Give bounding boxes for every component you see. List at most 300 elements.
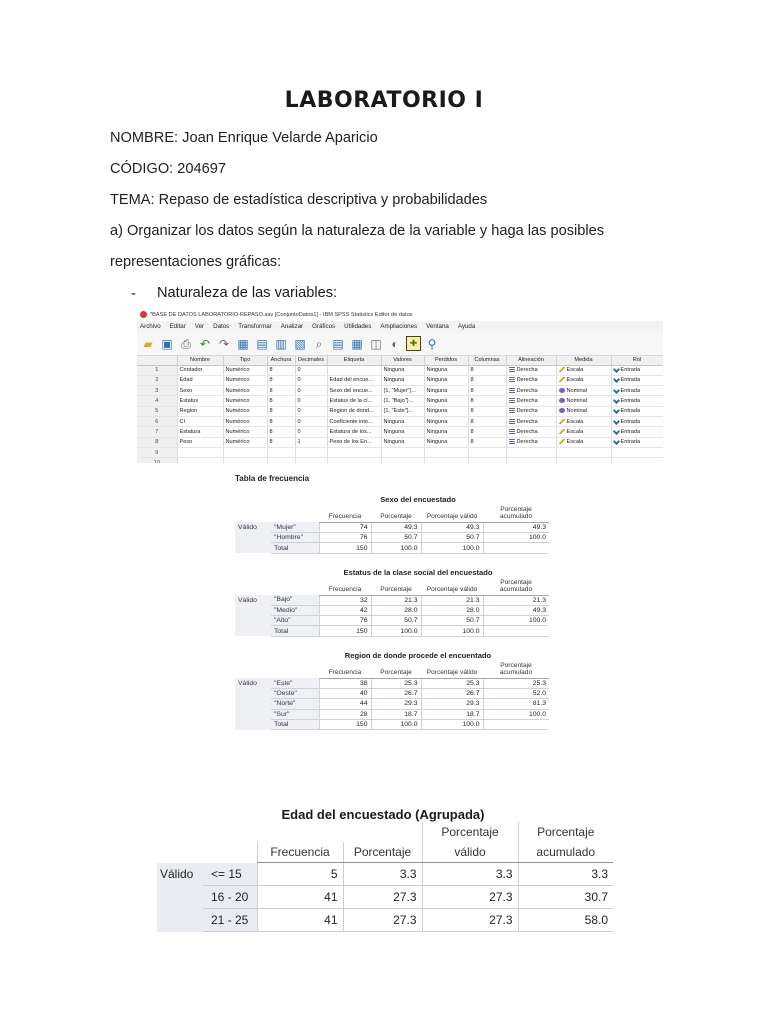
cell-valores-text: {1, "Mujer"}... — [383, 387, 417, 394]
cell-anchura-text: 8 — [269, 439, 273, 446]
edad-frecuencia: 41 — [257, 886, 343, 909]
row-number-text: 8 — [155, 439, 159, 446]
save-icon[interactable]: ▣ — [161, 336, 173, 351]
student-code: CÓDIGO: 204697 — [110, 161, 226, 177]
cell-medida-text: Escala — [566, 439, 584, 446]
cell-nombre[interactable] — [177, 437, 223, 447]
cell-columnas[interactable] — [468, 458, 506, 463]
cell-alineacion[interactable] — [506, 447, 556, 457]
cell-medida[interactable] — [556, 447, 611, 457]
cell-valores[interactable] — [381, 396, 424, 406]
cell-tipo-text: Numérico — [225, 367, 250, 374]
cell-tipo[interactable] — [223, 458, 267, 463]
freq-category: "Mujer" — [271, 522, 319, 532]
freq-row — [235, 616, 549, 626]
cell-perdidos[interactable] — [424, 437, 468, 447]
col-header-perdidos[interactable]: Perdidos — [424, 356, 468, 365]
freq-frecuencia: 32 — [319, 595, 371, 605]
menu-editar[interactable]: Editar — [169, 323, 186, 330]
cell-valores[interactable] — [381, 386, 424, 396]
freq-header: Porcentaje — [371, 663, 421, 678]
cell-etiqueta[interactable] — [327, 396, 381, 406]
cell-medida[interactable] — [556, 416, 611, 426]
cell-anchura[interactable] — [267, 406, 295, 416]
cell-decimales[interactable] — [295, 427, 327, 437]
cell-perdidos[interactable] — [424, 427, 468, 437]
cell-valores[interactable] — [381, 447, 424, 457]
undo-icon[interactable]: ↶ — [199, 336, 211, 351]
cell-columnas[interactable] — [468, 396, 506, 406]
edad-header-blank — [157, 822, 203, 842]
freq-category: "Bajo" — [271, 595, 319, 605]
cell-alineacion[interactable] — [506, 416, 556, 426]
freq-frecuencia: 28 — [319, 709, 371, 719]
cell-perdidos[interactable] — [424, 406, 468, 416]
freq-porcentaje-valido: 21.3 — [421, 595, 483, 605]
row-number-text: 4 — [155, 398, 159, 405]
freq-header-blank — [271, 580, 319, 595]
cell-columnas[interactable] — [468, 447, 506, 457]
cell-alineacion[interactable] — [506, 365, 556, 375]
menu-ayuda[interactable]: Ayuda — [457, 323, 476, 330]
cell-valores[interactable] — [381, 427, 424, 437]
input-arrow-icon — [612, 407, 619, 414]
cell-columnas[interactable] — [468, 365, 506, 375]
cell-valores[interactable] — [381, 458, 424, 463]
cell-tipo[interactable] — [223, 406, 267, 416]
cell-alineacion-text: Derecha — [516, 428, 538, 435]
freq-header: Porcentaje acumulado — [483, 663, 549, 678]
edad-category: 21 - 25 — [203, 909, 257, 932]
cell-nombre[interactable] — [177, 396, 223, 406]
cell-valores[interactable] — [381, 365, 424, 375]
cell-nombre-text: Sexo — [179, 387, 193, 394]
freq-frecuencia: 76 — [319, 533, 371, 543]
cell-tipo[interactable] — [223, 427, 267, 437]
cell-nombre[interactable] — [177, 427, 223, 437]
freq-porcentaje-valido: 50.7 — [421, 533, 483, 543]
cell-alineacion-text: Derecha — [516, 439, 538, 446]
freq-porcentaje: 49.3 — [371, 522, 421, 532]
cell-nombre[interactable] — [177, 458, 223, 463]
freq-table — [235, 663, 549, 730]
freq-table — [235, 507, 549, 554]
cell-etiqueta[interactable] — [327, 375, 381, 385]
cell-rol[interactable] — [611, 427, 663, 437]
cell-valores[interactable] — [381, 406, 424, 416]
freq-frecuencia: 40 — [319, 688, 371, 698]
scale-ruler-icon — [559, 377, 565, 382]
cell-nombre[interactable] — [177, 406, 223, 416]
cell-anchura-text: 8 — [269, 398, 273, 405]
input-arrow-icon — [612, 428, 619, 435]
cell-etiqueta-text: Region de dond... — [329, 408, 374, 415]
cell-valores-text: Ninguna — [383, 418, 405, 425]
cell-nombre[interactable] — [177, 365, 223, 375]
open-folder-icon[interactable]: ▰ — [143, 336, 153, 351]
search-icon[interactable]: ⚲ — [427, 336, 437, 351]
cell-etiqueta[interactable] — [327, 447, 381, 457]
freq-porcentaje-valido: 25.3 — [421, 678, 483, 688]
cell-columnas-text: 8 — [470, 377, 474, 384]
cell-medida-text: Nominal — [566, 398, 588, 405]
cell-columnas[interactable] — [468, 386, 506, 396]
freq-porcentaje-valido: 49.3 — [421, 522, 483, 532]
align-right-icon — [509, 367, 515, 372]
align-right-icon — [509, 408, 515, 413]
cell-etiqueta[interactable] — [327, 437, 381, 447]
cell-medida[interactable] — [556, 386, 611, 396]
cell-valores-text: Ninguna — [383, 439, 405, 446]
col-header-valores[interactable]: Valores — [381, 356, 424, 365]
freq-header-blank — [235, 663, 271, 678]
weight-cases-icon[interactable]: ▦ — [351, 336, 363, 351]
freq-porcentaje-valido: 100.0 — [421, 543, 483, 553]
freq-table-title: Sexo del encuestado — [380, 495, 456, 504]
variable-row[interactable] — [137, 406, 663, 416]
edad-porcentaje: 27.3 — [343, 909, 422, 932]
cell-nombre-text: Edad — [179, 377, 193, 384]
cell-columnas[interactable] — [468, 406, 506, 416]
edad-porcentaje-acumulado: 58.0 — [518, 909, 613, 932]
freq-frecuencia: 38 — [319, 678, 371, 688]
cell-perdidos[interactable] — [424, 375, 468, 385]
freq-porcentaje-acumulado: 49.3 — [483, 522, 549, 532]
cell-rol-text: Entrada — [620, 367, 641, 374]
freq-header-row — [235, 580, 549, 595]
cell-decimales[interactable] — [295, 447, 327, 457]
cell-alineacion-text: Derecha — [516, 408, 538, 415]
insert-cases-icon[interactable]: ▧ — [294, 336, 306, 351]
menu-graficos[interactable]: Gráficos — [312, 323, 336, 330]
align-right-icon — [509, 388, 515, 393]
cell-etiqueta-text: Sexo del encue... — [329, 387, 373, 394]
edad-header-porcentaje: Porcentaje — [343, 842, 422, 863]
menu-ver[interactable]: Ver — [194, 323, 205, 330]
cell-columnas[interactable] — [468, 427, 506, 437]
cell-decimales[interactable] — [295, 375, 327, 385]
cell-etiqueta[interactable] — [327, 416, 381, 426]
cell-medida[interactable] — [556, 365, 611, 375]
cell-tipo[interactable] — [223, 447, 267, 457]
cell-etiqueta-text: Estatura de los... — [329, 428, 372, 435]
align-right-icon — [509, 377, 515, 382]
col-header-medida[interactable]: Medida — [556, 356, 611, 365]
freq-row — [235, 719, 549, 729]
cell-decimales-text: 0 — [297, 418, 301, 425]
cell-nombre[interactable] — [177, 375, 223, 385]
freq-header-blank — [271, 663, 319, 678]
row-number-text: 2 — [155, 377, 159, 384]
cell-anchura[interactable] — [267, 437, 295, 447]
edad-header-blank-6 — [203, 842, 257, 863]
col-header-etiqueta[interactable]: Etiqueta — [327, 356, 381, 365]
scale-ruler-icon — [559, 439, 565, 444]
cell-etiqueta-text: Coeficiente inte... — [329, 418, 373, 425]
cell-perdidos[interactable] — [424, 458, 468, 463]
cell-medida[interactable] — [556, 427, 611, 437]
cell-perdidos[interactable] — [424, 365, 468, 375]
variable-row[interactable] — [137, 427, 663, 437]
variable-row[interactable] — [137, 375, 663, 385]
freq-row — [235, 543, 549, 553]
edad-frecuencia: 5 — [257, 863, 343, 886]
cell-rol[interactable] — [611, 375, 663, 385]
cell-tipo[interactable] — [223, 396, 267, 406]
cell-columnas[interactable] — [468, 416, 506, 426]
cell-etiqueta[interactable] — [327, 406, 381, 416]
col-header-alineacion[interactable]: Alineación — [506, 356, 556, 365]
row-number-text: 10 — [153, 459, 160, 463]
edad-header-blank-3 — [257, 822, 343, 842]
cell-alineacion[interactable] — [506, 406, 556, 416]
value-labels-icon[interactable]: ◐ — [391, 336, 399, 351]
cell-anchura[interactable] — [267, 386, 295, 396]
freq-group-blank — [235, 626, 271, 636]
cell-tipo-text: Numérico — [225, 408, 250, 415]
cell-rol[interactable] — [611, 447, 663, 457]
cell-rol[interactable] — [611, 406, 663, 416]
cell-decimales-text: 0 — [297, 377, 301, 384]
cell-perdidos-text: Ninguna — [426, 428, 448, 435]
use-sets-icon[interactable]: ✚ — [406, 336, 421, 351]
cell-valores[interactable] — [381, 375, 424, 385]
edad-category: 16 - 20 — [203, 886, 257, 909]
row-number — [137, 386, 177, 396]
edad-porcentaje: 3.3 — [343, 863, 422, 886]
variable-row[interactable] — [137, 365, 663, 375]
freq-category: "Este" — [271, 678, 319, 688]
cell-perdidos[interactable] — [424, 447, 468, 457]
col-header-columnas[interactable]: Columnas — [468, 356, 506, 365]
cell-nombre[interactable] — [177, 386, 223, 396]
freq-porcentaje-valido: 28.0 — [421, 605, 483, 615]
cell-medida-text: Escala — [566, 428, 584, 435]
cell-alineacion-text: Derecha — [516, 367, 538, 374]
cell-valores[interactable] — [381, 437, 424, 447]
cell-perdidos-text: Ninguna — [426, 367, 448, 374]
cell-tipo[interactable] — [223, 386, 267, 396]
freq-porcentaje-acumulado: 100.0 — [483, 616, 549, 626]
freq-category: "Hombre" — [271, 533, 319, 543]
cell-decimales[interactable] — [295, 416, 327, 426]
align-right-icon — [509, 429, 515, 434]
cell-medida-text: Nominal — [566, 408, 588, 415]
scale-ruler-icon — [559, 429, 565, 434]
cell-rol[interactable] — [611, 437, 663, 447]
cell-decimales[interactable] — [295, 365, 327, 375]
cell-nombre[interactable] — [177, 447, 223, 457]
cell-anchura[interactable] — [267, 458, 295, 463]
cell-decimales[interactable] — [295, 406, 327, 416]
freq-porcentaje: 100.0 — [371, 626, 421, 636]
cell-anchura[interactable] — [267, 375, 295, 385]
print-icon[interactable]: ⎙ — [181, 336, 191, 351]
row-number-text: 9 — [155, 449, 159, 456]
variable-row[interactable] — [137, 396, 663, 406]
cell-rol-text: Entrada — [620, 428, 641, 435]
cell-alineacion[interactable] — [506, 427, 556, 437]
cell-alineacion[interactable] — [506, 386, 556, 396]
cell-tipo-text: Numérico — [225, 398, 250, 405]
cell-anchura[interactable] — [267, 416, 295, 426]
cell-alineacion[interactable] — [506, 458, 556, 463]
freq-porcentaje-acumulado — [483, 543, 549, 553]
cell-perdidos[interactable] — [424, 396, 468, 406]
freq-porcentaje-valido: 26.7 — [421, 688, 483, 698]
freq-header: Porcentaje válido — [421, 507, 483, 522]
freq-porcentaje-valido: 29.3 — [421, 699, 483, 709]
find-icon[interactable]: ⌕ — [315, 336, 323, 351]
freq-porcentaje-acumulado: 100.0 — [483, 533, 549, 543]
freq-porcentaje-acumulado — [483, 719, 549, 729]
cell-medida[interactable] — [556, 437, 611, 447]
row-number — [137, 427, 177, 437]
cell-tipo-text: Numérico — [225, 418, 250, 425]
cell-perdidos-text: Ninguna — [426, 398, 448, 405]
cell-anchura-text: 8 — [269, 387, 273, 394]
cell-etiqueta[interactable] — [327, 386, 381, 396]
edad-row — [157, 863, 613, 886]
menu-ventana[interactable]: Ventana — [426, 323, 449, 330]
cell-rol[interactable] — [611, 416, 663, 426]
cell-anchura[interactable] — [267, 365, 295, 375]
cell-alineacion[interactable] — [506, 396, 556, 406]
align-right-icon — [509, 419, 515, 424]
freq-header: Porcentaje acumulado — [483, 580, 549, 595]
freq-frecuencia: 74 — [319, 522, 371, 532]
col-header-anchura[interactable]: Anchura — [267, 356, 295, 365]
cell-decimales[interactable] — [295, 396, 327, 406]
menu-archivo[interactable]: Archivo — [140, 323, 161, 330]
freq-porcentaje-valido: 100.0 — [421, 719, 483, 729]
cell-columnas[interactable] — [468, 375, 506, 385]
nominal-icon — [559, 408, 565, 413]
cell-medida[interactable] — [556, 396, 611, 406]
cell-tipo-text: Numérico — [225, 387, 250, 394]
variable-row[interactable] — [137, 437, 663, 447]
menu-transformar[interactable]: Transformar — [238, 323, 272, 330]
edad-porcentaje-acumulado: 30.7 — [518, 886, 613, 909]
menu-utilidades[interactable]: Utilidades — [344, 323, 372, 330]
cell-columnas-text: 8 — [470, 367, 474, 374]
cell-perdidos[interactable] — [424, 416, 468, 426]
edad-table-title: Edad del encuestado (Agrupada) — [281, 807, 485, 822]
cell-anchura[interactable] — [267, 447, 295, 457]
freq-header-blank — [235, 507, 271, 522]
cell-tipo[interactable] — [223, 437, 267, 447]
redo-icon[interactable]: ↷ — [218, 336, 230, 351]
cell-tipo-text: Numérico — [225, 377, 250, 384]
col-header-decimales[interactable]: Decimales — [295, 356, 327, 365]
goto-variable-icon[interactable]: ▤ — [256, 336, 268, 351]
cell-etiqueta[interactable] — [327, 458, 381, 463]
cell-rol-text: Entrada — [620, 418, 641, 425]
menu-datos[interactable]: Datos — [213, 323, 230, 330]
variable-row[interactable] — [137, 458, 663, 463]
row-number — [137, 375, 177, 385]
cell-valores[interactable] — [381, 416, 424, 426]
freq-porcentaje-valido: 18.7 — [421, 709, 483, 719]
menu-analizar[interactable]: Analizar — [280, 323, 304, 330]
freq-category: "Alto" — [271, 616, 319, 626]
freq-porcentaje-acumulado: 52.0 — [483, 688, 549, 698]
cell-decimales-text: 0 — [297, 367, 301, 374]
cell-anchura[interactable] — [267, 396, 295, 406]
variable-row[interactable] — [137, 416, 663, 426]
cell-rol[interactable] — [611, 386, 663, 396]
cell-tipo[interactable] — [223, 416, 267, 426]
cell-perdidos[interactable] — [424, 386, 468, 396]
cell-alineacion[interactable] — [506, 375, 556, 385]
cell-rol[interactable] — [611, 365, 663, 375]
spss-title-bar — [137, 310, 663, 321]
cell-rol[interactable] — [611, 396, 663, 406]
freq-header: Porcentaje — [371, 580, 421, 595]
cell-valores-text: {1, "Bajo"}... — [383, 398, 414, 405]
cell-decimales[interactable] — [295, 437, 327, 447]
cell-perdidos-text: Ninguna — [426, 377, 448, 384]
cell-alineacion-text: Derecha — [516, 418, 538, 425]
freq-porcentaje: 18.7 — [371, 709, 421, 719]
cell-etiqueta[interactable] — [327, 365, 381, 375]
col-header-nombre[interactable]: Nombre — [177, 356, 223, 365]
variable-row[interactable] — [137, 386, 663, 396]
cell-medida[interactable] — [556, 458, 611, 463]
col-header-rol[interactable]: Rol — [611, 356, 663, 365]
freq-header: Frecuencia — [319, 663, 371, 678]
cell-tipo[interactable] — [223, 375, 267, 385]
menu-ampliaciones[interactable]: Ampliaciones — [380, 323, 418, 330]
cell-anchura[interactable] — [267, 427, 295, 437]
freq-header: Frecuencia — [319, 507, 371, 522]
input-arrow-icon — [612, 418, 619, 425]
cell-nombre[interactable] — [177, 416, 223, 426]
freq-group-blank — [235, 533, 271, 543]
freq-header: Frecuencia — [319, 580, 371, 595]
select-cases-icon[interactable]: ◫ — [370, 336, 382, 351]
cell-decimales[interactable] — [295, 386, 327, 396]
freq-frecuencia: 150 — [319, 719, 371, 729]
variable-row[interactable] — [137, 447, 663, 457]
cell-alineacion-text: Derecha — [516, 398, 538, 405]
freq-porcentaje-acumulado: 100.0 — [483, 709, 549, 719]
variables-icon[interactable]: ▥ — [275, 336, 287, 351]
cell-medida[interactable] — [556, 375, 611, 385]
input-arrow-icon — [612, 376, 619, 383]
edad-porcentaje-valido: 27.3 — [422, 886, 518, 909]
cell-rol[interactable] — [611, 458, 663, 463]
split-file-icon[interactable]: ▤ — [332, 336, 344, 351]
cell-columnas[interactable] — [468, 437, 506, 447]
goto-case-icon[interactable]: ▦ — [237, 336, 249, 351]
cell-etiqueta[interactable] — [327, 427, 381, 437]
cell-medida[interactable] — [556, 406, 611, 416]
cell-tipo[interactable] — [223, 365, 267, 375]
freq-row — [235, 595, 549, 605]
cell-anchura-text: 8 — [269, 418, 273, 425]
freq-row — [235, 522, 549, 532]
cell-nombre-text: CI — [179, 418, 186, 425]
edad-porcentaje-valido: 27.3 — [422, 909, 518, 932]
cell-alineacion[interactable] — [506, 437, 556, 447]
edad-row — [157, 909, 613, 932]
col-header-tipo[interactable]: Tipo — [223, 356, 267, 365]
cell-decimales[interactable] — [295, 458, 327, 463]
cell-rol-text: Entrada — [620, 377, 641, 384]
cell-columnas-text: 8 — [470, 398, 474, 405]
freq-porcentaje: 25.3 — [371, 678, 421, 688]
